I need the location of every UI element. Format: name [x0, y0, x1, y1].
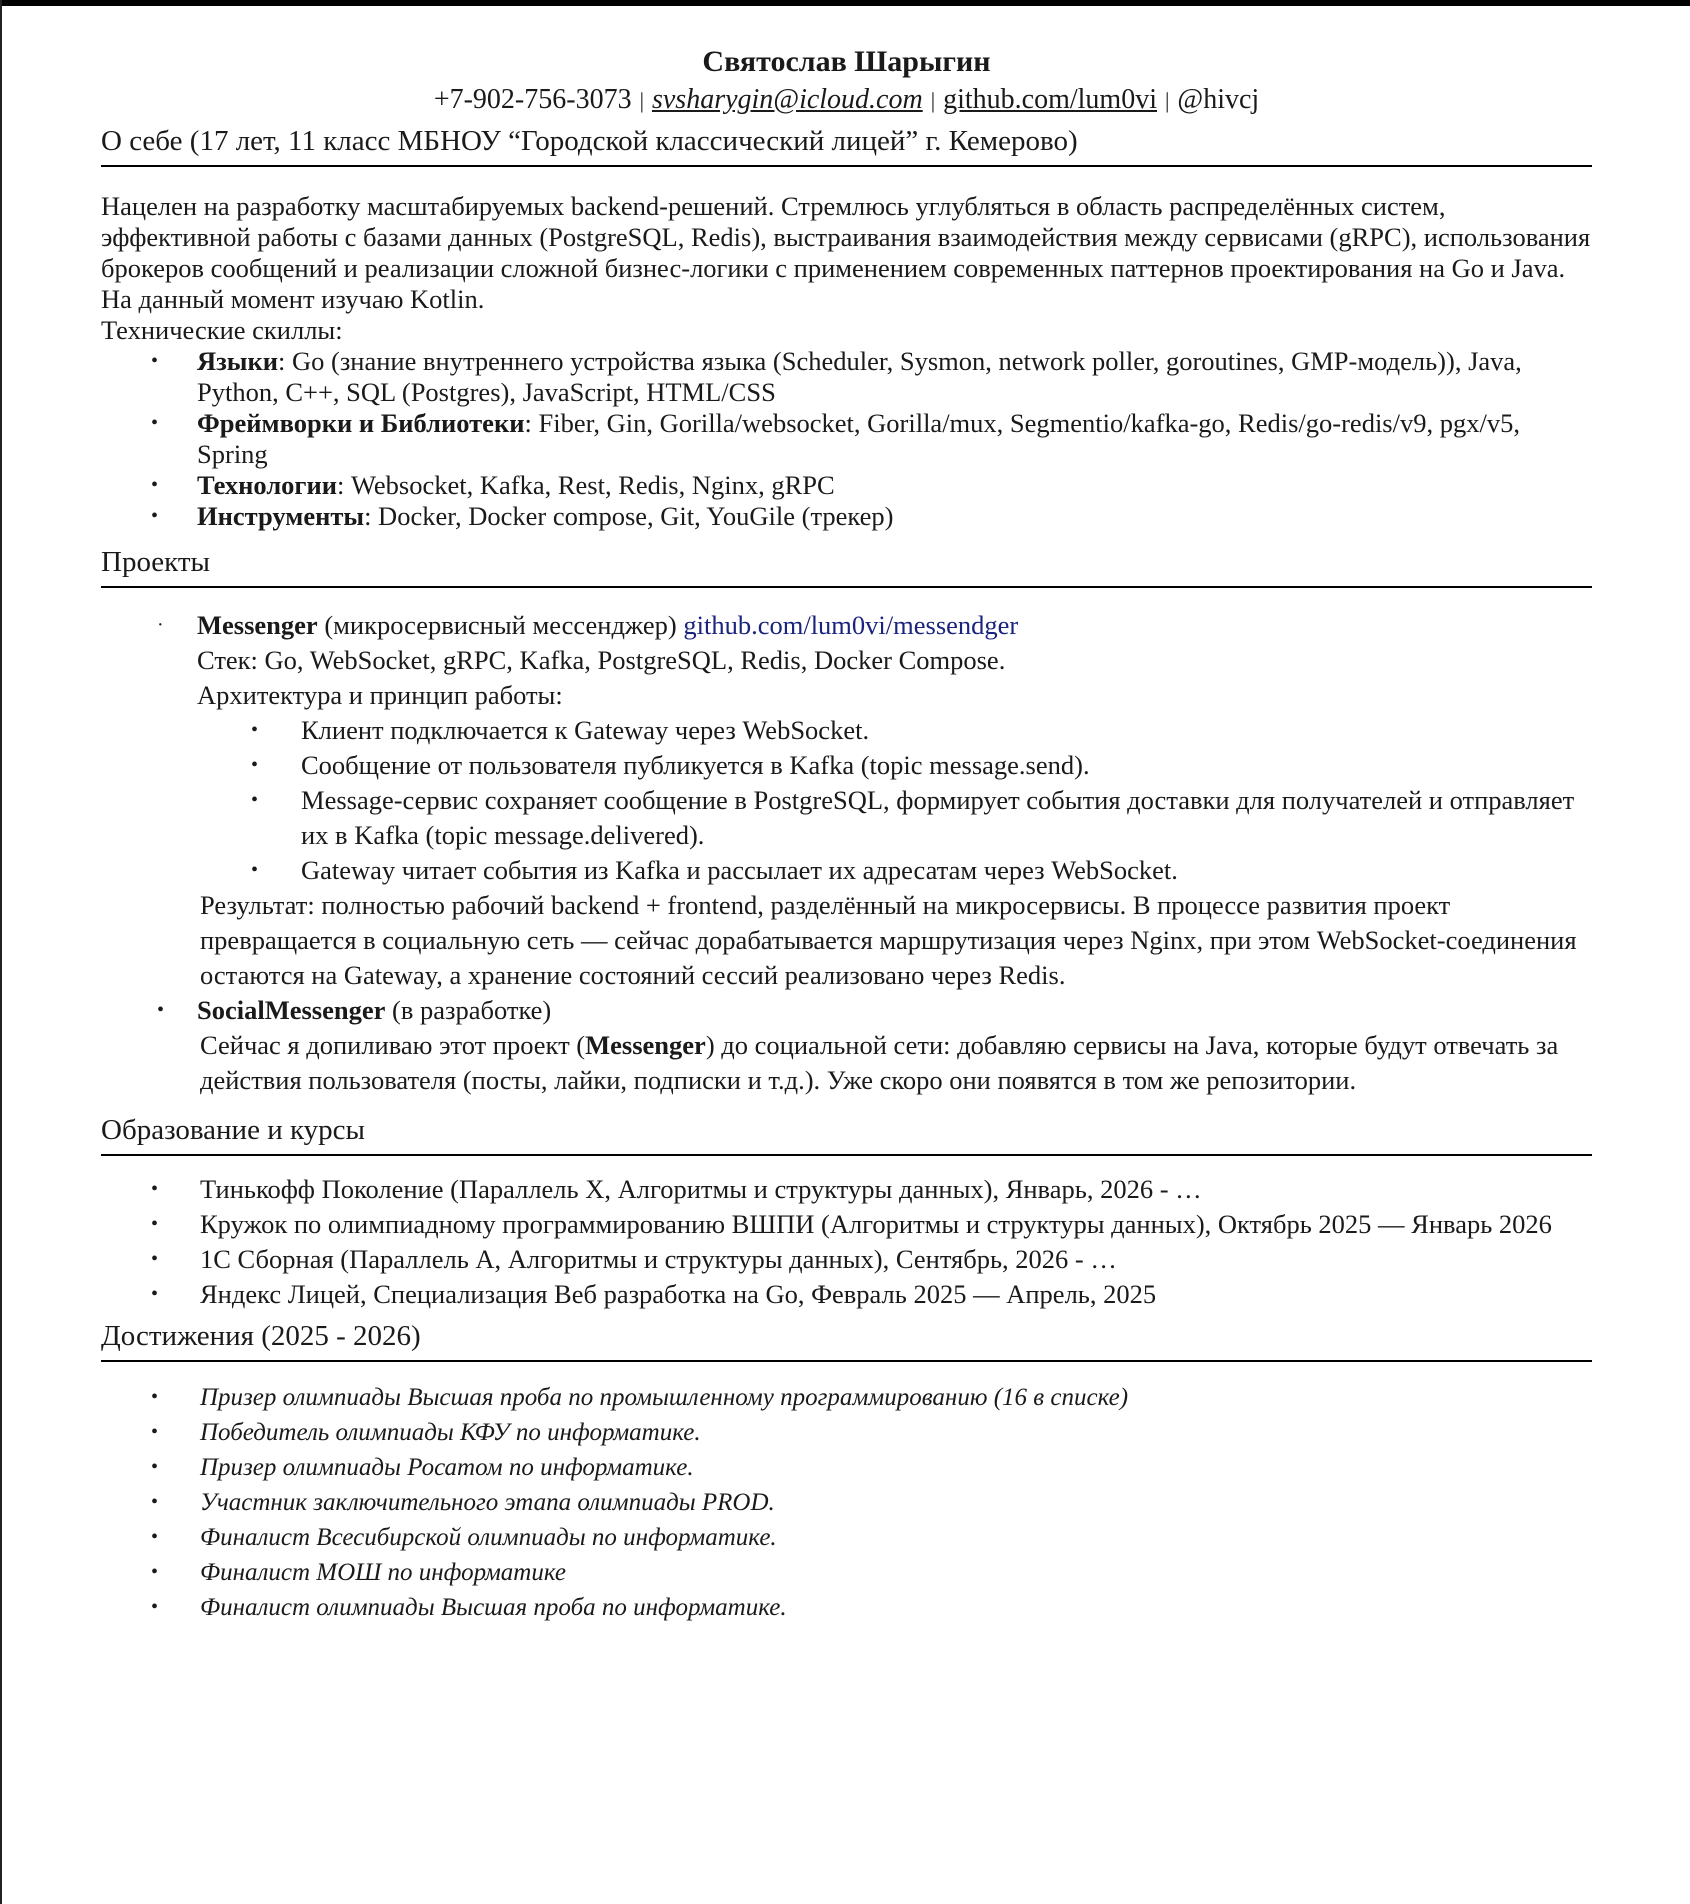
list-item: [101, 783, 1592, 853]
list-item: [101, 1415, 1592, 1450]
section-title-projects: Проекты: [101, 542, 1592, 588]
list-item: [101, 1172, 1592, 1207]
email-link[interactable]: svsharygin@icloud.com: [651, 84, 923, 115]
education-item-text: 1С Сборная (Параллель А, Алгоритмы и структуры данных), Сентябрь, 2026 - …: [200, 1244, 1117, 1274]
bullet-icon: •: [151, 1421, 159, 1443]
contacts-line: [101, 82, 1592, 119]
achievement-text: Победитель олимпиады КФУ по информатике.: [200, 1419, 701, 1446]
achievement-text: Финалист Всесибирской олимпиады по информатике.: [200, 1524, 777, 1551]
achievements-list: [101, 1380, 1592, 1625]
arch-list: [101, 713, 1592, 888]
education-item-text: Тинькофф Поколение (Параллель X, Алгоритмы и структуры данных), Январь, 2026 - …: [200, 1174, 1202, 1204]
resume-header: [101, 42, 1592, 119]
list-item: [101, 1207, 1592, 1242]
bullet-icon: •: [251, 754, 259, 776]
separator: |: [1165, 88, 1170, 113]
skill-text: : Docker, Docker compose, Git, YouGile (трекер): [364, 501, 894, 531]
skill-text: : Fiber, Gin, Gorilla/websocket, Gorilla/mux, Segmentio/kafka-go, Redis/go-redis/v9, pgx/v5, Spring: [197, 408, 1520, 469]
education-list: [101, 1172, 1592, 1312]
bullet-icon: •: [151, 412, 159, 434]
skill-label: Языки: [197, 346, 279, 376]
bullet-icon: •: [157, 999, 165, 1021]
bullet-icon: •: [151, 474, 159, 496]
project-status: (в разработке): [385, 995, 552, 1025]
achievement-text: Призер олимпиады Высшая проба по промышленному программированию (16 в списке): [200, 1384, 1129, 1411]
list-item: [101, 501, 1592, 532]
list-item: [101, 853, 1592, 888]
list-item: [101, 1485, 1592, 1520]
project-desc: (микросервисный мессенджер): [317, 610, 684, 640]
skills-title: Технические скиллы:: [101, 315, 343, 345]
achievement-text: Участник заключительного этапа олимпиады PROD.: [200, 1489, 775, 1516]
list-item: [101, 408, 1592, 470]
project-heading: [101, 608, 1592, 643]
section-title-achievements: Достижения (2025 - 2026): [101, 1316, 1592, 1362]
list-item: [101, 713, 1592, 748]
bullet-icon: •: [251, 789, 259, 811]
list-item: [101, 346, 1592, 408]
list-item: [101, 1590, 1592, 1625]
section-title-education: Образование и курсы: [101, 1110, 1592, 1156]
arch-item-text: Message-сервис сохраняет сообщение в PostgreSQL, формирует события доставки для получателей и отправляет их в Kafka (topic message.delivered).: [301, 785, 1575, 850]
list-item: [101, 1380, 1592, 1415]
bullet-icon: •: [251, 859, 259, 881]
achievement-text: Финалист олимпиады Высшая проба по информатике.: [200, 1594, 787, 1621]
project-result: Результат: полностью рабочий backend + frontend, разделённый на микросервисы. В процессе развития проект превращается в социальную сеть — сейчас дорабатывается маршрутизация через Nginx, при этом WebSocket-соединения остаются на Gateway, а хранение состояний сессий реализовано через Redis.: [200, 890, 1577, 990]
bullet-icon: •: [151, 1213, 159, 1235]
education-item-text: Яндекс Лицей, Специализация Веб разработка на Go, Февраль 2025 — Апрель, 2025: [200, 1279, 1157, 1309]
bullet-icon: •: [251, 719, 259, 741]
arch-title: Архитектура и принцип работы:: [197, 680, 563, 710]
achievement-text: Призер олимпиады Росатом по информатике.: [200, 1454, 694, 1481]
project-messenger: [101, 608, 1592, 993]
list-item: [101, 1242, 1592, 1277]
project-description: [101, 1028, 1592, 1098]
section-title-about: О себе (17 лет, 11 класс МБНОУ “Городской классический лицей” г. Кемерово): [101, 121, 1592, 167]
list-item: [101, 1450, 1592, 1485]
skill-label: Инструменты: [197, 501, 365, 531]
phone-number: +7-902-756-3073: [433, 84, 632, 115]
list-item: [101, 1555, 1592, 1590]
project-social-messenger: [101, 993, 1592, 1098]
desc-bold: Messenger: [585, 1030, 706, 1060]
telegram-handle: @hivcj: [1177, 84, 1260, 115]
bullet-icon: •: [151, 505, 159, 527]
list-item: [101, 748, 1592, 783]
skills-list: [101, 346, 1592, 532]
arch-item-text: Сообщение от пользователя публикуется в Kafka (topic message.send).: [301, 750, 1090, 780]
project-name: Messenger: [197, 610, 318, 640]
list-item: [101, 1520, 1592, 1555]
list-item: [101, 1277, 1592, 1312]
bullet-icon: •: [151, 1491, 159, 1513]
window-top-border: [0, 0, 1690, 6]
about-paragraph: Нацелен на разработку масштабируемых backend-решений. Стремлюсь углубляться в область распределённых систем, эффективной работы с базами данных (PostgreSQL, Redis), выстраивания взаимодействия между сервисами (gRPC), использования брокеров сообщений и реализации сложной бизнес-логики с применением современных паттернов проектирования на Go и Java. На данный момент изучаю Kotlin.: [101, 191, 1591, 314]
bullet-icon: •: [151, 1456, 159, 1478]
bullet-icon: •: [151, 1596, 159, 1618]
achievement-text: Финалист МОШ по информатике: [200, 1559, 567, 1586]
project-link[interactable]: github.com/lum0vi/messendger: [683, 610, 1019, 640]
education-item-text: Кружок по олимпиадному программированию ВШПИ (Алгоритмы и структуры данных), Октябрь 2025 — Январь 2026: [200, 1209, 1552, 1239]
desc-text: ) до социальной сети: добавляю сервисы на Java, которые будут отвечать за действия пользователя (посты, лайки, подписки и т.д.). Уже скоро они появятся в том же репозитории.: [200, 1030, 1559, 1095]
arch-item-text: Клиент подключается к Gateway через WebSocket.: [301, 715, 870, 745]
bullet-icon: •: [151, 1386, 159, 1408]
skill-label: Технологии: [197, 470, 338, 500]
bullet-icon: •: [151, 1561, 159, 1583]
resume-page: [101, 42, 1592, 1625]
skill-text: : Websocket, Kafka, Rest, Redis, Nginx, gRPC: [337, 470, 835, 500]
separator: |: [930, 88, 936, 113]
list-item: [101, 470, 1592, 501]
project-name: SocialMessenger: [197, 995, 386, 1025]
bullet-icon: •: [151, 1283, 159, 1305]
bullet-icon: •: [151, 1526, 159, 1548]
separator: |: [639, 88, 644, 113]
bullet-icon: •: [151, 1248, 159, 1270]
bullet-icon: •: [151, 1178, 159, 1200]
arch-item-text: Gateway читает события из Kafka и рассылает их адресатам через WebSocket.: [301, 855, 1178, 885]
project-heading: [101, 993, 1592, 1028]
window-left-border: [0, 0, 2, 1904]
bullet-icon: ·: [157, 614, 164, 636]
skill-label: Фреймворки и Библиотеки: [197, 408, 525, 438]
person-name: Святослав Шарыгин: [702, 45, 991, 78]
bullet-icon: •: [151, 350, 159, 372]
skill-text: : Go (знание внутреннего устройства языка (Scheduler, Sysmon, network poller, goroutines, GMP-модель)), Java, Python, C++, SQL (Postgres), JavaScript, HTML/CSS: [197, 346, 1522, 407]
github-link[interactable]: github.com/lum0vi: [943, 84, 1157, 115]
desc-text: Сейчас я допиливаю этот проект (: [200, 1030, 586, 1060]
project-stack: Стек: Go, WebSocket, gRPC, Kafka, PostgreSQL, Redis, Docker Compose.: [197, 645, 1006, 675]
